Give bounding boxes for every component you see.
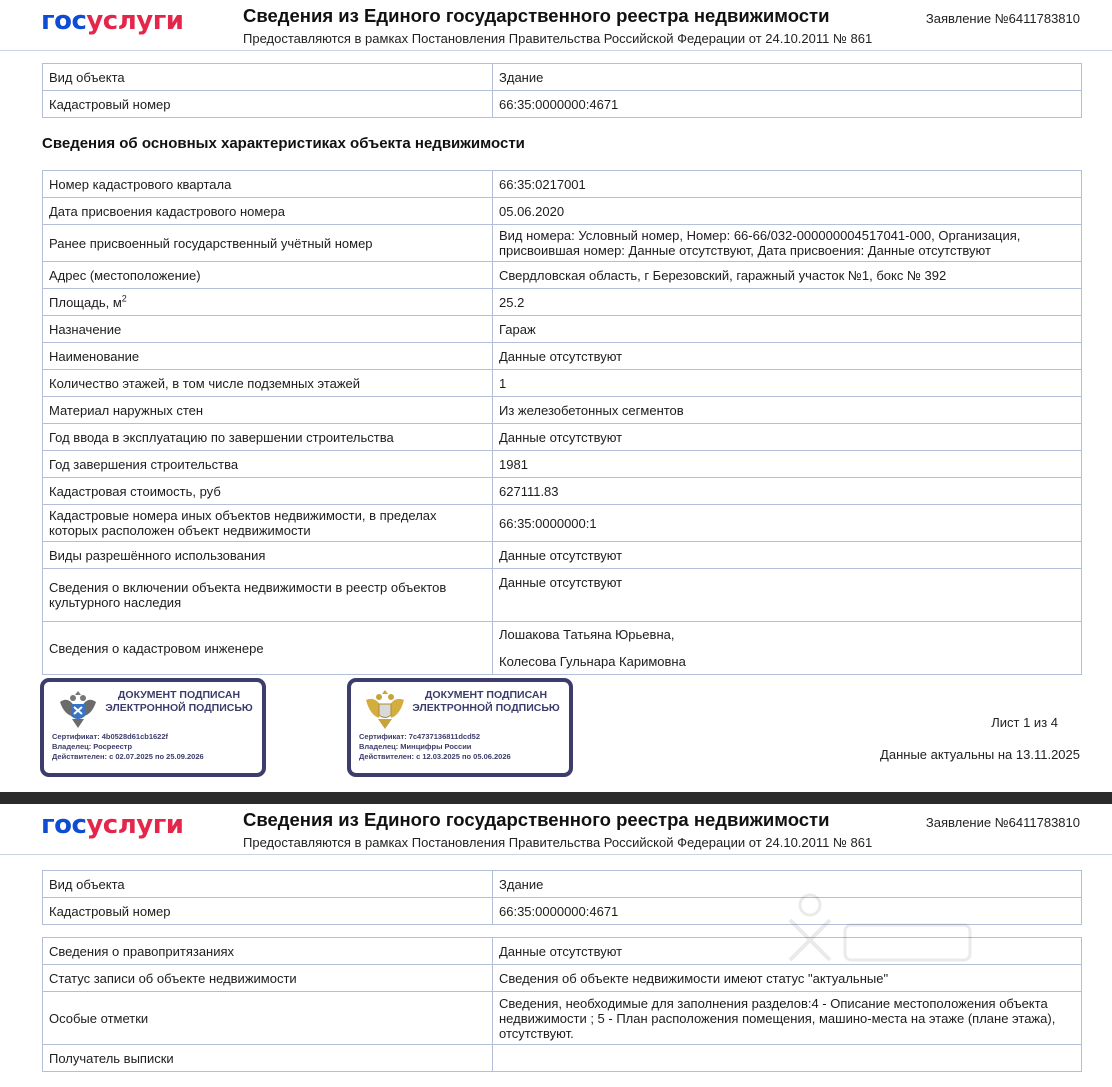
page-separator (0, 792, 1112, 804)
row-value: Здание (493, 871, 1082, 898)
signature-stamp-mintsifry (347, 678, 573, 777)
stamp-certificate: Сертификат: 7c4737136811dcd52 (359, 732, 481, 741)
row-value: Данные отсутствуют (493, 569, 1082, 622)
stamp-validity: Действителен: с 12.03.2025 по 05.06.2026 (359, 752, 511, 761)
row-label: Материал наружных стен (43, 397, 493, 424)
row-value: 66:35:0000000:4671 (493, 898, 1082, 925)
row-value: 66:35:0217001 (493, 171, 1082, 198)
row-label: Сведения о кадастровом инженере (43, 622, 493, 675)
stamp-details (359, 732, 511, 762)
row-label: Сведения о правопритязаниях (43, 938, 493, 965)
coat-of-arms-icon (363, 688, 407, 732)
row-label: Кадастровые номера иных объектов недвижимости, в пределах которых расположен объект недвижимости (43, 505, 493, 542)
stamp-title: ДОКУМЕНТ ПОДПИСАН ЭЛЕКТРОННОЙ ПОДПИСЬЮ (412, 689, 560, 714)
table-row (43, 478, 1082, 505)
row-value: 25.2 (493, 289, 1082, 316)
table-row (43, 569, 1082, 622)
row-label: Виды разрешённого использования (43, 542, 493, 569)
stamp-certificate: Сертификат: 4b0528d61cb1622f (52, 732, 169, 741)
table-row (43, 289, 1082, 316)
section-title: Сведения об основных характеристиках объекта недвижимости (42, 135, 525, 152)
table-row (43, 992, 1082, 1045)
row-label: Вид объекта (43, 64, 493, 91)
row-value (493, 622, 1082, 675)
row-value: Здание (493, 64, 1082, 91)
row-label: Дата присвоения кадастрового номера (43, 198, 493, 225)
row-label: Сведения о включении объекта недвижимости в реестр объектов культурного наследия (43, 569, 493, 622)
engineer-name: Колесова Гульнара Каримовна (499, 654, 686, 669)
stamp-owner: Владелец: Росреестр (52, 742, 133, 751)
row-value: Сведения, необходимые для заполнения разделов:4 - Описание местоположения объекта недвижимости ; 5 - План расположения помещения, машино-места на этаже (плане этажа), отсутствуют. (493, 992, 1082, 1045)
row-value: Сведения об объекте недвижимости имеют статус "актуальные" (493, 965, 1082, 992)
signature-stamp-rosreestr (40, 678, 266, 777)
table-row (43, 225, 1082, 262)
table-row (43, 451, 1082, 478)
table-row (43, 397, 1082, 424)
stamp-details (52, 732, 204, 762)
row-value: Свердловская область, г Березовский, гаражный участок №1, бокс № 392 (493, 262, 1082, 289)
row-label: Получатель выписки (43, 1045, 493, 1072)
row-value: Гараж (493, 316, 1082, 343)
table-row (43, 316, 1082, 343)
row-value: 05.06.2020 (493, 198, 1082, 225)
row-label: Вид объекта (43, 871, 493, 898)
table-row (43, 91, 1082, 118)
table-row (43, 198, 1082, 225)
row-label: Кадастровый номер (43, 91, 493, 118)
row-label: Кадастровый номер (43, 898, 493, 925)
object-table (42, 870, 1082, 925)
row-value: Данные отсутствуют (493, 542, 1082, 569)
row-value: 66:35:0000000:4671 (493, 91, 1082, 118)
table-row (43, 370, 1082, 397)
row-value: Данные отсутствуют (493, 938, 1082, 965)
stamp-validity: Действителен: с 02.07.2025 по 25.09.2026 (52, 752, 204, 761)
characteristics-table (42, 170, 1082, 675)
row-value: Из железобетонных сегментов (493, 397, 1082, 424)
page-subtitle: Предоставляются в рамках Постановления Правительства Российской Федерации от 24.10.2011 № 861 (243, 835, 873, 850)
row-label: Ранее присвоенный государственный учётный номер (43, 225, 493, 262)
row-label: Назначение (43, 316, 493, 343)
table-row (43, 938, 1082, 965)
page-subtitle: Предоставляются в рамках Постановления Правительства Российской Федерации от 24.10.2011 № 861 (243, 31, 873, 46)
engineer-name: Лошакова Татьяна Юрьевна, (499, 627, 675, 642)
row-value: 1981 (493, 451, 1082, 478)
row-value (493, 1045, 1082, 1072)
row-value: 1 (493, 370, 1082, 397)
row-label: Статус записи об объекте недвижимости (43, 965, 493, 992)
page-header (0, 804, 1112, 855)
table-row (43, 1045, 1082, 1072)
table-row (43, 424, 1082, 451)
rosreestr-emblem-icon (56, 688, 100, 732)
table-row (43, 965, 1082, 992)
data-actual-date: Данные актуальны на 13.11.2025 (880, 747, 1080, 762)
table-row (43, 262, 1082, 289)
table-row (43, 64, 1082, 91)
stamp-title: ДОКУМЕНТ ПОДПИСАН ЭЛЕКТРОННОЙ ПОДПИСЬЮ (105, 689, 253, 714)
page-title: Сведения из Единого государственного реестра недвижимости (243, 809, 830, 830)
table-row (43, 171, 1082, 198)
row-label: Год ввода в эксплуатацию по завершении строительства (43, 424, 493, 451)
table-row (43, 542, 1082, 569)
sheet-number: Лист 1 из 4 (991, 715, 1058, 730)
row-label: Кадастровая стоимость, руб (43, 478, 493, 505)
table-row (43, 343, 1082, 370)
gosuslugi-logo: госуслуги (41, 810, 184, 840)
row-value: 66:35:0000000:1 (493, 505, 1082, 542)
row-label: Год завершения строительства (43, 451, 493, 478)
table-row (43, 871, 1082, 898)
table-row (43, 898, 1082, 925)
row-value: Вид номера: Условный номер, Номер: 66-66/032-000000004517041-000, Организация, присвоившая номер: Данные отсутствуют, Дата присвоения: Данные отсутствуют (493, 225, 1082, 262)
table-row (43, 622, 1082, 675)
row-value: Данные отсутствуют (493, 343, 1082, 370)
record-status-table (42, 937, 1082, 1072)
gosuslugi-logo: госуслуги (41, 6, 184, 36)
page-header (0, 0, 1112, 51)
row-label: Номер кадастрового квартала (43, 171, 493, 198)
row-value: 627111.83 (493, 478, 1082, 505)
table-row (43, 505, 1082, 542)
document-page-2 (0, 804, 1112, 1087)
stamp-owner: Владелец: Минцифры России (359, 742, 472, 751)
application-number: Заявление №6411783810 (925, 815, 1080, 830)
page-title: Сведения из Единого государственного реестра недвижимости (243, 5, 830, 26)
row-value: Данные отсутствуют (493, 424, 1082, 451)
row-label: Количество этажей, в том числе подземных этажей (43, 370, 493, 397)
application-number: Заявление №6411783810 (925, 11, 1080, 26)
row-label: Особые отметки (43, 992, 493, 1045)
row-label: Адрес (местоположение) (43, 262, 493, 289)
object-table (42, 63, 1082, 118)
row-label: Площадь, $м^2$ (43, 289, 493, 316)
row-label: Наименование (43, 343, 493, 370)
